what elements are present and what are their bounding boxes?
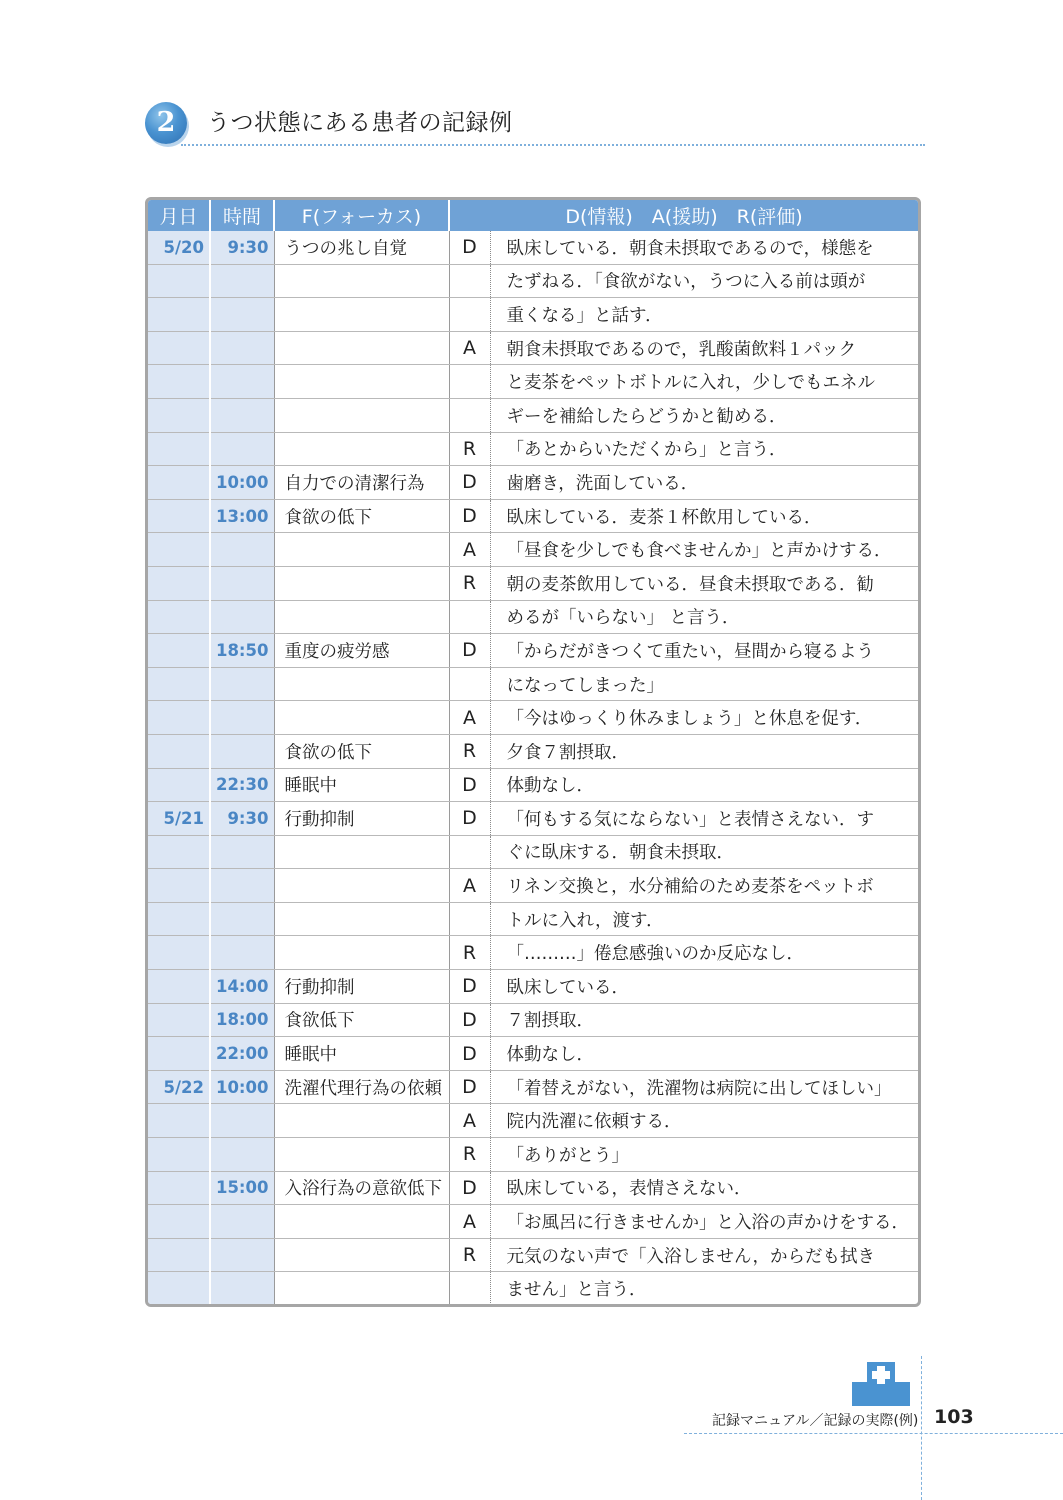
cell-date: [148, 1205, 210, 1239]
table-row: [148, 1272, 918, 1305]
cell-dar-text: 院内洗濯に依頼する．: [490, 1104, 918, 1138]
table-row: [148, 1003, 918, 1037]
cell-dar-code: D: [449, 1003, 490, 1037]
cell-dar-code: D: [449, 466, 490, 500]
cell-date: 5/21: [148, 802, 210, 836]
cell-dar-text: トルに入れ，渡す．: [490, 902, 918, 936]
cell-date: 5/22: [148, 1070, 210, 1104]
cell-date: [148, 432, 210, 466]
cell-date: [148, 902, 210, 936]
cell-dar-code: [449, 1272, 490, 1305]
cell-time: [210, 600, 274, 634]
table-row: [148, 1171, 918, 1205]
table-row: [148, 264, 918, 298]
table-row: [148, 365, 918, 399]
cell-dar-text: 臥床している．: [490, 970, 918, 1004]
table-row: [148, 1238, 918, 1272]
cell-focus: 食欲の低下: [274, 499, 449, 533]
cell-dar-code: A: [449, 701, 490, 735]
cell-dar-code: D: [449, 499, 490, 533]
cell-dar-text: たずねる．「食欲がない，うつに入る前は頭が: [490, 264, 918, 298]
footer-label: 記録マニュアル／記録の実際(例): [712, 1413, 919, 1429]
cell-dar-text: 朝の麦茶飲用している．昼食未摂取である．勧: [490, 566, 918, 600]
cell-time: [210, 835, 274, 869]
cell-dar-code: D: [449, 1070, 490, 1104]
cell-dar-text: 体動なし．: [490, 1037, 918, 1071]
section-divider: [181, 144, 925, 146]
cell-time: 14:00: [210, 970, 274, 1004]
cell-dar-text: 「ありがとう」: [490, 1138, 918, 1172]
cell-time: [210, 398, 274, 432]
cell-date: [148, 264, 210, 298]
cell-date: [148, 331, 210, 365]
table-header-row: [148, 200, 918, 231]
cell-time: [210, 331, 274, 365]
cell-dar-code: R: [449, 432, 490, 466]
cell-focus: 自力での清潔行為: [274, 466, 449, 500]
cell-time: [210, 432, 274, 466]
cell-dar-code: [449, 902, 490, 936]
table-row: [148, 1104, 918, 1138]
hospital-icon: [852, 1362, 910, 1406]
cell-dar-code: D: [449, 1037, 490, 1071]
cell-dar-code: R: [449, 1238, 490, 1272]
cell-dar-text: 夕食７割摂取．: [490, 734, 918, 768]
cell-dar-text: めるが「いらない」 と言う．: [490, 600, 918, 634]
cell-time: [210, 936, 274, 970]
cell-dar-code: D: [449, 970, 490, 1004]
section-heading: [145, 98, 925, 148]
cell-time: [210, 701, 274, 735]
cell-time: [210, 264, 274, 298]
cell-date: [148, 835, 210, 869]
cell-dar-code: [449, 398, 490, 432]
cell-dar-text: 「昼食を少しでも食べませんか」と声かけする．: [490, 533, 918, 567]
cell-focus: 入浴行為の意欲低下: [274, 1171, 449, 1205]
cell-date: [148, 499, 210, 533]
cell-focus: 睡眠中: [274, 768, 449, 802]
table-row: [148, 1037, 918, 1071]
table-row: [148, 802, 918, 836]
cell-time: 18:00: [210, 1003, 274, 1037]
cell-dar-text: 「からだがきつくて重たい，昼間から寝るよう: [490, 634, 918, 668]
cell-dar-code: R: [449, 1138, 490, 1172]
cell-focus: 重度の疲労感: [274, 634, 449, 668]
cell-focus: [274, 398, 449, 432]
cell-date: [148, 1003, 210, 1037]
cell-dar-code: R: [449, 936, 490, 970]
cell-focus: [274, 936, 449, 970]
cell-dar-code: [449, 835, 490, 869]
cell-dar-text: 臥床している，表情さえない．: [490, 1171, 918, 1205]
cell-date: [148, 701, 210, 735]
table-row: [148, 566, 918, 600]
cell-date: [148, 1037, 210, 1071]
cell-dar-code: R: [449, 566, 490, 600]
table-row: [148, 835, 918, 869]
cell-dar-code: [449, 298, 490, 332]
cell-focus: [274, 600, 449, 634]
table-row: [148, 499, 918, 533]
cell-focus: [274, 533, 449, 567]
table-row: [148, 936, 918, 970]
cell-time: [210, 1238, 274, 1272]
cell-time: [210, 365, 274, 399]
table-row: [148, 298, 918, 332]
cell-time: 13:00: [210, 499, 274, 533]
cell-focus: 行動抑制: [274, 802, 449, 836]
cell-dar-text: 元気のない声で「入浴しません，からだも拭き: [490, 1238, 918, 1272]
cell-time: 9:30: [210, 802, 274, 836]
cell-time: 18:50: [210, 634, 274, 668]
cell-date: [148, 734, 210, 768]
cell-time: [210, 902, 274, 936]
cell-dar-code: D: [449, 1171, 490, 1205]
table-row: [148, 398, 918, 432]
cell-focus: [274, 1238, 449, 1272]
cell-dar-code: [449, 600, 490, 634]
cell-date: [148, 869, 210, 903]
section-number-badge: 2: [145, 102, 187, 144]
cell-focus: [274, 365, 449, 399]
nursing-record-table: [145, 197, 921, 1307]
cell-focus: [274, 701, 449, 735]
table-row: [148, 768, 918, 802]
table-row: [148, 970, 918, 1004]
cell-dar-code: A: [449, 533, 490, 567]
cell-dar-code: R: [449, 734, 490, 768]
cell-focus: [274, 1272, 449, 1305]
cell-dar-code: D: [449, 768, 490, 802]
cell-dar-text: 重くなる」と話す．: [490, 298, 918, 332]
cell-dar-code: A: [449, 1104, 490, 1138]
cell-time: 15:00: [210, 1171, 274, 1205]
cell-dar-text: と麦茶をペットボトルに入れ，少しでもエネル: [490, 365, 918, 399]
cell-focus: 洗濯代理行為の依頼: [274, 1070, 449, 1104]
cell-dar-code: A: [449, 1205, 490, 1239]
cell-date: [148, 600, 210, 634]
cell-dar-text: 臥床している．麦茶１杯飲用している．: [490, 499, 918, 533]
table-row: [148, 1205, 918, 1239]
cell-time: [210, 1272, 274, 1305]
cell-time: [210, 1104, 274, 1138]
cell-dar-text: 「今はゆっくり休みましょう」と休息を促す．: [490, 701, 918, 735]
table-row: [148, 701, 918, 735]
cell-date: [148, 634, 210, 668]
table-row: [148, 902, 918, 936]
cell-date: [148, 533, 210, 567]
cell-dar-text: 「………」倦怠感強いのか反応なし．: [490, 936, 918, 970]
cell-time: [210, 734, 274, 768]
cell-date: [148, 1171, 210, 1205]
cell-focus: [274, 1138, 449, 1172]
cell-date: [148, 566, 210, 600]
cell-date: [148, 1238, 210, 1272]
cell-focus: 食欲低下: [274, 1003, 449, 1037]
cell-focus: [274, 264, 449, 298]
cell-time: [210, 667, 274, 701]
cell-dar-code: [449, 365, 490, 399]
cell-focus: [274, 566, 449, 600]
table-row: [148, 1070, 918, 1104]
cell-focus: [274, 835, 449, 869]
cell-date: [148, 365, 210, 399]
header-date: 月日: [148, 200, 210, 231]
cell-focus: 行動抑制: [274, 970, 449, 1004]
cell-date: [148, 1272, 210, 1305]
table-row: [148, 869, 918, 903]
table-row: [148, 466, 918, 500]
cell-time: [210, 869, 274, 903]
cell-dar-text: 歯磨き，洗面している．: [490, 466, 918, 500]
cell-dar-code: D: [449, 802, 490, 836]
cell-dar-code: A: [449, 331, 490, 365]
cell-dar-text: になってしまった」: [490, 667, 918, 701]
cell-dar-code: [449, 667, 490, 701]
cell-time: [210, 1138, 274, 1172]
cell-dar-text: 「お風呂に行きませんか」と入浴の声かけをする．: [490, 1205, 918, 1239]
cell-date: [148, 398, 210, 432]
cell-date: [148, 1138, 210, 1172]
cell-dar-text: 「何もする気にならない」と表情さえない．す: [490, 802, 918, 836]
cell-dar-text: ぐに臥床する．朝食未摂取．: [490, 835, 918, 869]
cell-date: [148, 466, 210, 500]
cell-time: 10:00: [210, 466, 274, 500]
table-row: [148, 432, 918, 466]
table-row: [148, 667, 918, 701]
cell-dar-text: ７割摂取．: [490, 1003, 918, 1037]
cell-dar-text: リネン交換と，水分補給のため麦茶をペットボ: [490, 869, 918, 903]
cell-time: [210, 533, 274, 567]
cell-date: [148, 667, 210, 701]
table-row: [148, 634, 918, 668]
cell-dar-code: [449, 264, 490, 298]
table-row: [148, 600, 918, 634]
header-dar: D(情報) A(援助) R(評価): [449, 200, 918, 231]
cell-dar-text: 臥床している．朝食未摂取であるので，様態を: [490, 231, 918, 264]
cell-focus: 食欲の低下: [274, 734, 449, 768]
cell-dar-text: ません」と言う．: [506, 1280, 647, 1301]
table-row: [148, 231, 918, 264]
cell-focus: うつの兆し自覚: [274, 231, 449, 264]
cell-focus: [274, 432, 449, 466]
cell-focus: [274, 331, 449, 365]
cell-focus: [274, 902, 449, 936]
header-time: 時間: [210, 200, 274, 231]
cell-dar-code: D: [449, 634, 490, 668]
cell-dar-text: 「あとからいただくから」と言う．: [490, 432, 918, 466]
cell-time: 10:00: [210, 1070, 274, 1104]
cell-time: 22:00: [210, 1037, 274, 1071]
cell-date: [148, 936, 210, 970]
footer-rule-horizontal: [684, 1433, 1063, 1434]
cell-dar-code: D: [449, 231, 490, 264]
cell-focus: [274, 869, 449, 903]
cell-date: [148, 298, 210, 332]
cell-date: 5/20: [148, 231, 210, 264]
cell-focus: [274, 1104, 449, 1138]
table-row: [148, 1138, 918, 1172]
section-title: うつ状態にある患者の記録例: [207, 110, 513, 136]
cell-time: [210, 566, 274, 600]
cell-focus: [274, 1205, 449, 1239]
table-row: [148, 533, 918, 567]
cell-focus: 睡眠中: [274, 1037, 449, 1071]
cell-time: 9:30: [210, 231, 274, 264]
cell-time: 22:30: [210, 768, 274, 802]
cell-dar-text: ギーを補給したらどうかと勧める．: [490, 398, 918, 432]
cell-date: [148, 1104, 210, 1138]
cell-dar-text: 「着替えがない，洗濯物は病院に出してほしい」: [490, 1070, 918, 1104]
cell-dar-code: A: [449, 869, 490, 903]
footer-rule-vertical: [921, 1356, 922, 1500]
cell-time: [210, 298, 274, 332]
cell-dar-text: 体動なし．: [490, 768, 918, 802]
page-number: 103: [934, 1406, 974, 1428]
table-row: [148, 734, 918, 768]
cell-dar-text: 朝食未摂取であるので，乳酸菌飲料１パック: [490, 331, 918, 365]
cell-date: [148, 768, 210, 802]
cell-date: [148, 970, 210, 1004]
cell-time: [210, 1205, 274, 1239]
header-focus: F(フォーカス): [274, 200, 449, 231]
cell-focus: [274, 298, 449, 332]
cell-focus: [274, 667, 449, 701]
table-row: [148, 331, 918, 365]
